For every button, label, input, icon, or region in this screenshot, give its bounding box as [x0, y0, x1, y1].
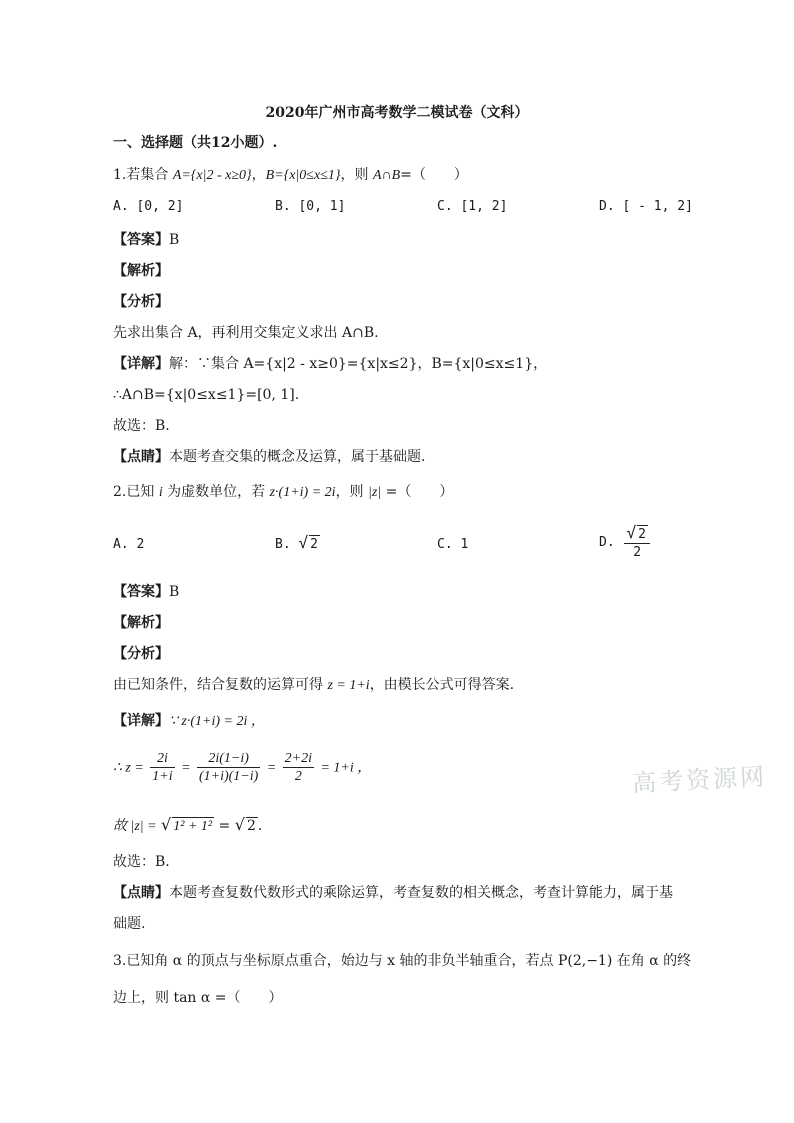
- q2-number: 2.: [113, 484, 127, 500]
- section-heading: 一、选择题（共12小题）.: [113, 135, 278, 151]
- q2-option-a: A. 2: [113, 537, 145, 552]
- q2-mod-prefix: 故 |z| =: [113, 819, 157, 834]
- q1-detail-line2: ∴A∩B={x|0≤x≤1}=[0, 1].: [113, 387, 300, 403]
- fraction-denominator: 1+i: [152, 769, 173, 784]
- q2-detail-text: ∵ z·(1+i) = 2i ，: [169, 714, 265, 729]
- q1-option-c: C. [1, 2]: [437, 199, 508, 214]
- q2-calc: [113, 750, 371, 785]
- q3-number: 3.: [113, 953, 127, 969]
- q3-stem-line1: [113, 952, 691, 970]
- fraction-denominator: (1+i)(1−i): [198, 769, 259, 784]
- q1-answer-value: B: [169, 232, 180, 248]
- q2-fenxi: [113, 676, 514, 695]
- q2-calc-tail: = 1+i ，: [320, 760, 372, 776]
- q2-option-b: [275, 533, 320, 553]
- q1-stem-text-d: =（ ）: [400, 167, 468, 183]
- q2-mod-radicand-2: 2: [246, 818, 256, 834]
- fraction-denominator: 2: [294, 769, 302, 784]
- q2-analysis-label: 【解析】: [113, 615, 169, 631]
- q1-detail-text: 解：∵集合 A={x|2 - x≥0}={x|x≤2}，B={x|0≤x≤1}，: [169, 356, 548, 372]
- sqrt-symbol: √: [626, 523, 637, 542]
- q1-analysis-label: 【解析】: [113, 263, 169, 279]
- q2-fraction-1: [150, 750, 174, 785]
- fraction-numerator: 2i(1−i): [197, 750, 260, 768]
- q1-fenxi-label: 【分析】: [113, 294, 169, 310]
- q2-option-d-label: D.: [599, 535, 615, 550]
- q2-stem-text-b: 为虚数单位，若: [162, 484, 270, 500]
- q2-option-d-radicand: 2: [638, 527, 646, 542]
- q1-fenxi-text: 先求出集合 A，再利用交集定义求出 A∩B.: [113, 325, 379, 341]
- q1-set-b: B={x|0≤x≤1}: [265, 168, 341, 183]
- q2-option-b-radicand: 2: [310, 537, 318, 552]
- q2-fenxi-text-b: ，由模长公式可得答案.: [369, 677, 515, 693]
- equals-sign: =: [266, 760, 277, 776]
- equals-sign: =: [181, 760, 191, 776]
- q1-answer-label: 【答案】: [113, 232, 169, 248]
- q1-option-b: B. [0, 1]: [275, 199, 346, 214]
- q1-stem: [113, 166, 468, 185]
- q2-option-c: C. 1: [437, 537, 469, 552]
- q1-expr: A∩B: [372, 168, 401, 183]
- q2-comment-line2: 础题.: [113, 916, 146, 932]
- q1-number: 1.: [113, 167, 127, 183]
- q1-stem-text-a: 若集合: [126, 167, 173, 183]
- q2-detail-label: 【详解】: [113, 713, 169, 729]
- q2-stem-text-d: =（ ）: [381, 484, 454, 500]
- q2-fenxi-expr: z = 1+i: [327, 678, 370, 693]
- q1-stem-text-b: ，: [251, 167, 266, 183]
- q2-fenxi-label: 【分析】: [113, 646, 169, 662]
- q2-mod-end: .: [257, 818, 263, 834]
- q2-stem-text-a: 已知: [126, 484, 159, 500]
- q2-answer: [113, 583, 179, 601]
- q2-detail: [113, 712, 265, 731]
- q2-stem: [113, 483, 453, 502]
- q2-mod-mid: =: [214, 818, 235, 834]
- q2-calc-prefix: ∴ z =: [113, 760, 144, 776]
- q1-set-a: A={x|2 - x≥0}: [172, 168, 252, 183]
- q2-option-d-fraction: [624, 524, 649, 561]
- q2-fraction-3: [283, 750, 314, 785]
- q2-mod-radicand: 1² + 1²: [173, 819, 213, 834]
- q1-comment: [113, 448, 425, 466]
- q2-option-d: [599, 524, 652, 561]
- q2-imag-unit: i: [158, 485, 163, 500]
- q1-detail: [113, 355, 547, 373]
- q2-choose: 故选：B.: [113, 854, 170, 870]
- q1-choose: 故选：B.: [113, 418, 170, 434]
- q2-option-d-denominator: 2: [633, 545, 642, 560]
- watermark: 高考资源网: [631, 762, 768, 798]
- q2-option-b-label: B.: [275, 537, 291, 552]
- q2-fraction-2: [197, 750, 260, 785]
- q2-answer-label: 【答案】: [113, 584, 169, 600]
- q3-stem-line2: 边上，则 tan α =（ ）: [113, 990, 283, 1006]
- q2-modulus: [113, 816, 262, 836]
- q2-answer-value: B: [169, 584, 180, 600]
- q1-comment-label: 【点睛】: [113, 449, 169, 465]
- fraction-numerator: 2i: [150, 750, 174, 768]
- q1-stem-text-c: ，则: [340, 167, 373, 183]
- q1-option-a: A. [0, 2]: [113, 199, 184, 214]
- q2-equation: z·(1+i) = 2i: [269, 485, 336, 500]
- q1-answer: [113, 231, 179, 249]
- q2-comment-text: 本题考查复数代数形式的乘除运算，考查复数的相关概念，考查计算能力，属于基: [169, 885, 673, 901]
- q2-fenxi-text-a: 由已知条件，结合复数的运算可得: [113, 677, 328, 693]
- q2-stem-text-c: ，则: [335, 484, 369, 500]
- q2-abs-z: |z|: [368, 485, 382, 500]
- q1-comment-text: 本题考查交集的概念及运算，属于基础题.: [169, 449, 426, 465]
- page-title: 2020年广州市高考数学二模试卷（文科）: [265, 105, 529, 121]
- q3-line1-text: 已知角 α 的顶点与坐标原点重合，始边与 x 轴的非负半轴重合，若点 P(2,−1) 在角 α 的终: [126, 953, 692, 969]
- sqrt-symbol: √: [234, 815, 245, 834]
- sqrt-symbol: √: [161, 815, 172, 834]
- sqrt-symbol: √: [298, 533, 309, 552]
- q1-option-d: D. [ - 1, 2]: [599, 199, 693, 214]
- fraction-numerator: 2+2i: [284, 751, 312, 766]
- fraction-numerator: [624, 524, 649, 544]
- q2-comment-label: 【点睛】: [113, 885, 169, 901]
- q2-comment: [113, 884, 673, 902]
- q1-detail-label: 【详解】: [113, 356, 169, 372]
